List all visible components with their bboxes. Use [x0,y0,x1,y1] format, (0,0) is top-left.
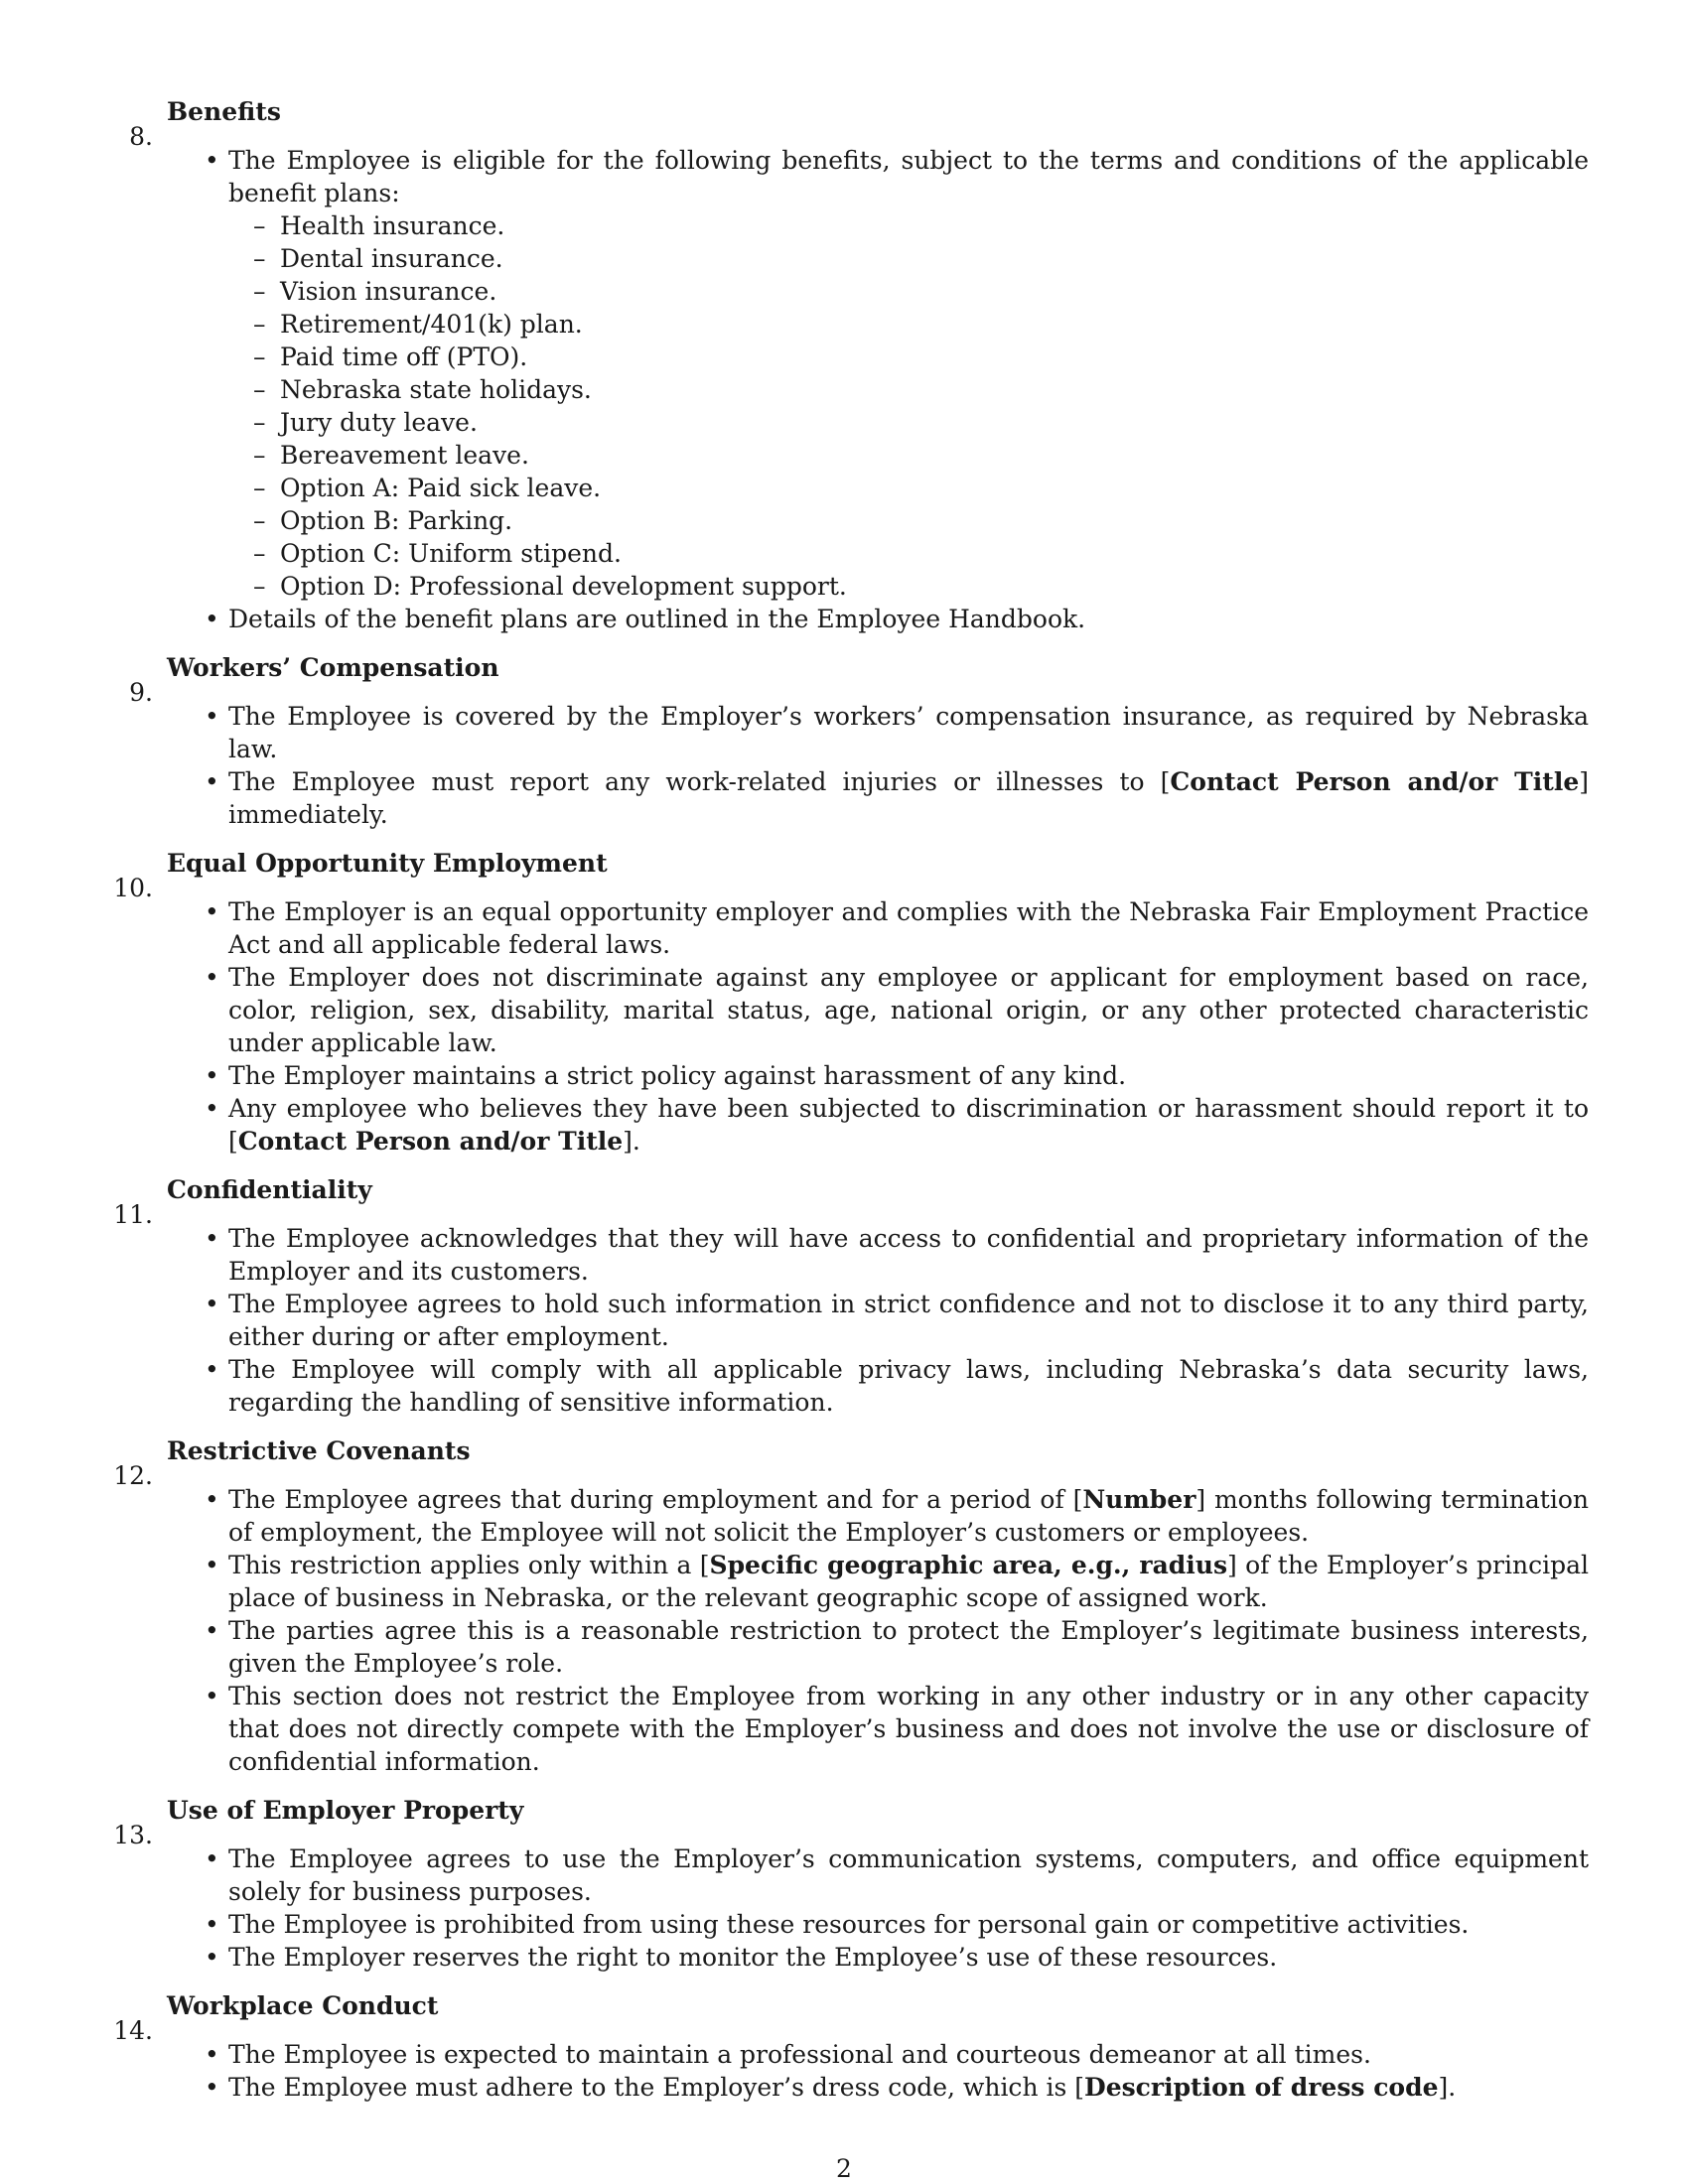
benefit-item: – Option B: Parking. [280,504,1589,537]
bullet-item: • The Employer is an equal opportunity employer and complies with the Nebraska Fair Employment Practice Act and all applicable federal laws. [228,895,1589,961]
bullet-item: • Any employee who believes they have been subjected to discrimination or harassment should report it to [Contact Person and/or Title]. [228,1092,1589,1158]
benefit-item: – Paid time off (PTO). [280,341,1589,373]
benefit-item: – Bereavement leave. [280,439,1589,472]
section-heading [113,1173,1589,1229]
bullet-list [167,700,1589,831]
benefit-item: – Option A: Paid sick leave. [280,472,1589,504]
placeholder-field: Contact Person and/or Title [237,1127,624,1156]
section-title: Benefits [167,97,281,126]
section-heading [113,1794,1589,1849]
benefit-item: – Health insurance. [280,209,1589,242]
bullet-item: • The Employee is expected to maintain a professional and courteous demeanor at all times. [228,2038,1589,2071]
section-title: Equal Opportunity Employment [167,849,608,878]
bullet-item: • This restriction applies only within a [Specific geographic area, e.g., radius] of the Employer’s principal place of business in Nebraska, or the relevant geographic scope of assigned work. [228,1549,1589,1614]
benefit-item: – Option D: Professional development support. [280,570,1589,603]
section-heading [113,1434,1589,1490]
section-confidentiality [113,1173,1589,1419]
section-heading [113,1989,1589,2045]
placeholder-field: Number [1082,1485,1196,1514]
bullet-item: • This section does not restrict the Employee from working in any other industry or in any other capacity that does not directly compete with the Employer’s business and does not involve the use or disclosure of confidential information. [228,1680,1589,1778]
section-number: 12. [113,1461,153,1490]
bullet-item: • The Employee will comply with all applicable privacy laws, including Nebraska’s data security laws, regarding the handling of sensitive information. [228,1353,1589,1419]
bullet-item: • The Employee is covered by the Employer’s workers’ compensation insurance, as required by Nebraska law. [228,700,1589,765]
page-number: 2 [836,2154,852,2183]
bullet-list [167,895,1589,1158]
bullet-list [167,1483,1589,1778]
benefit-item: – Retirement/401(k) plan. [280,308,1589,341]
benefit-item: – Nebraska state holidays. [280,373,1589,406]
benefit-item: – Option C: Uniform stipend. [280,537,1589,570]
section-title: Restrictive Covenants [167,1436,471,1465]
benefit-item: – Dental insurance. [280,242,1589,275]
bullet-list [167,1222,1589,1419]
section-heading [113,847,1589,902]
section-number: 10. [113,874,153,902]
section-heading [129,651,1589,707]
placeholder-field: Description of dress code [1084,2073,1439,2102]
section-equal-opportunity [113,847,1589,1158]
section-number: 9. [129,678,153,707]
section-title: Workers’ Compensation [167,653,499,682]
bullet-item: • The Employer does not discriminate against any employee or applicant for employment based on race, color, religion, sex, disability, marital status, age, national origin, or any other protected characteristic under applicable law. [228,961,1589,1059]
bullet-list [167,2038,1589,2104]
bullet-item: • The Employee agrees to use the Employer’s communication systems, computers, and office equipment solely for business purposes. [228,1843,1589,1908]
section-restrictive-covenants [113,1434,1589,1778]
section-title: Workplace Conduct [167,1991,439,2020]
benefit-item: – Jury duty leave. [280,406,1589,439]
placeholder-field: Contact Person and/or Title [1170,767,1580,796]
section-benefits [129,95,1589,635]
bullet-item: • The Employee acknowledges that they will have access to confidential and proprietary information of the Employer and its customers. [228,1222,1589,1288]
bullet-item: • The Employee must adhere to the Employer’s dress code, which is [Description of dress code]. [228,2071,1589,2104]
bullet-list [167,144,1589,635]
placeholder-field: Specific geographic area, e.g., radius [709,1551,1228,1579]
bullet-item: • The Employee agrees that during employment and for a period of [Number] months following termination of employment, the Employee will not solicit the Employer’s customers or employees. [228,1483,1589,1549]
bullet-item: • The Employee agrees to hold such information in strict confidence and not to disclose it to any third party, either during or after employment. [228,1288,1589,1353]
section-workplace-conduct [113,1989,1589,2104]
benefit-list [228,209,1589,603]
bullet-item: • The Employee is prohibited from using these resources for personal gain or competitive activities. [228,1908,1589,1941]
section-number: 14. [113,2016,153,2045]
section-number: 13. [113,1821,153,1849]
bullet-item: • The Employer reserves the right to monitor the Employee’s use of these resources. [228,1941,1589,1974]
section-employer-property [113,1794,1589,1974]
bullet-item: • Details of the benefit plans are outlined in the Employee Handbook. [228,603,1589,635]
section-number: 11. [113,1200,153,1229]
document-body [113,95,1589,2119]
bullet-item: • The Employee is eligible for the following benefits, subject to the terms and conditions of the applicable benefit plans: – Health insurance. – Dental insurance. – Vision insurance. – Retirement/401(k) plan. – Paid time off (PTO). – Nebraska state holidays. – Jury duty leave. – Bereavement leave. – Option A: Paid sick leave. – Option B: Parking. – Option C: Uniform stipend. – Option D: Professional development support. [228,144,1589,603]
benefit-item: – Vision insurance. [280,275,1589,308]
section-number: 8. [129,122,153,151]
bullet-item: • The Employer maintains a strict policy against harassment of any kind. [228,1059,1589,1092]
bullet-item: • The parties agree this is a reasonable restriction to protect the Employer’s legitimate business interests, given the Employee’s role. [228,1614,1589,1680]
section-heading [129,95,1589,151]
bullet-list [167,1843,1589,1974]
section-title: Confidentiality [167,1175,372,1204]
section-title: Use of Employer Property [167,1796,524,1825]
bullet-item: • The Employee must report any work-related injuries or illnesses to [Contact Person and/or Title] immediately. [228,765,1589,831]
section-workers-compensation [129,651,1589,831]
